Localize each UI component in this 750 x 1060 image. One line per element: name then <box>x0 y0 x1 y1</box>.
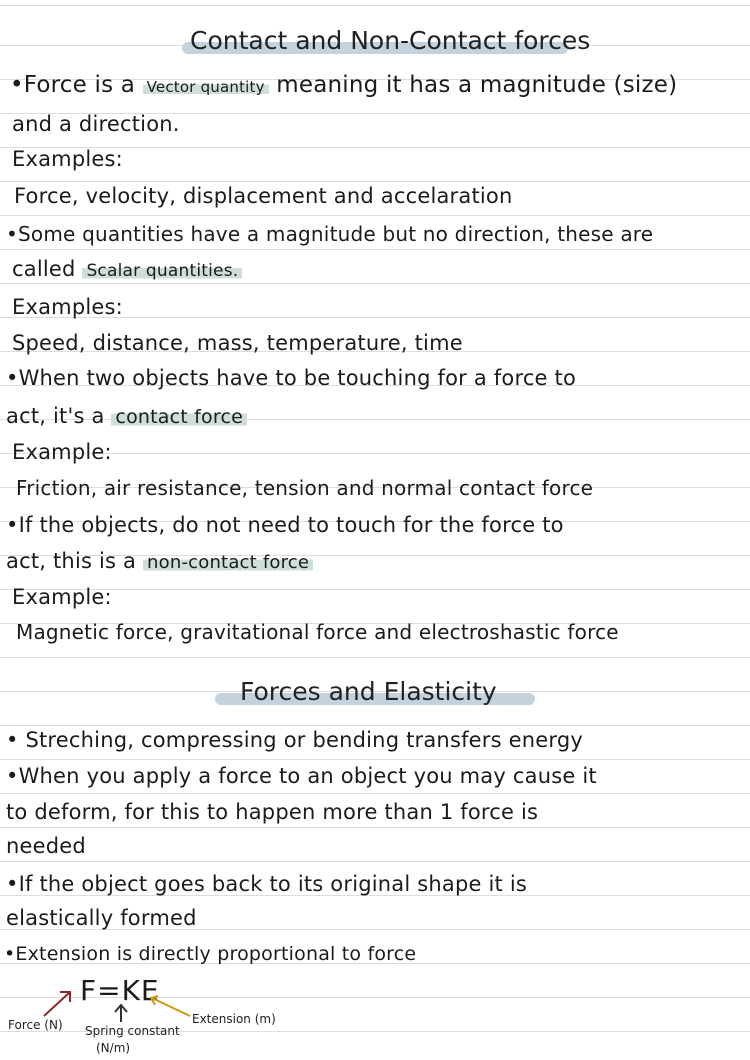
note-line: •Some quantities have a magnitude but no direction, these are <box>6 222 654 246</box>
note-line: Magnetic force, gravitational force and electroshastic force <box>16 620 619 644</box>
label-extension: Extension (m) <box>192 1012 276 1026</box>
note-line: Examples: <box>12 147 123 171</box>
text-segment: called <box>12 257 76 281</box>
note-line: •If the object goes back to its original shape it is <box>6 872 528 896</box>
note-line: to deform, for this to happen more than 1 force is <box>6 800 539 824</box>
note-line: and a direction. <box>12 112 180 136</box>
text-segment: •Force is a <box>10 72 136 98</box>
section-title-elasticity: Forces and Elasticity <box>240 677 497 706</box>
note-line: needed <box>6 834 86 858</box>
note-line: Force, velocity, displacement and accelaration <box>14 184 513 208</box>
note-line: •Extension is directly proportional to force <box>4 943 417 965</box>
label-force: Force (N) <box>8 1018 63 1032</box>
note-line: •If the objects, do not need to touch for the force to <box>6 513 564 537</box>
note-line: Examples: <box>12 295 123 319</box>
highlighted-term: Scalar quantities. <box>82 261 242 281</box>
note-line: •When two objects have to be touching for a force to <box>6 366 577 390</box>
text-segment: act, this is a <box>6 549 137 573</box>
extension-arrow <box>151 996 190 1016</box>
highlighted-term: non-contact force <box>143 552 313 573</box>
note-line: Example: <box>12 585 112 609</box>
force-arrow <box>44 992 70 1016</box>
label-spring-unit: (N/m) <box>96 1041 131 1055</box>
highlighted-term: Vector quantity <box>143 78 269 96</box>
text-segment: act, it's a <box>6 404 105 428</box>
label-spring-constant: Spring constant <box>85 1024 180 1038</box>
note-line: elastically formed <box>6 906 197 930</box>
section-title-contact-forces: Contact and Non-Contact forces <box>190 26 591 55</box>
spring-constant-arrow <box>115 1005 127 1022</box>
note-line: Speed, distance, mass, temperature, time <box>12 331 463 355</box>
note-line: • Streching, compressing or bending transfers energy <box>6 728 584 752</box>
formula: F=KE <box>80 974 160 1007</box>
note-line: •When you apply a force to an object you may cause it <box>6 764 597 788</box>
note-line: Friction, air resistance, tension and normal contact force <box>16 476 594 500</box>
text-segment: meaning it has a magnitude (size) <box>276 72 678 98</box>
highlighted-term: contact force <box>111 406 247 428</box>
note-line: Example: <box>12 440 112 464</box>
